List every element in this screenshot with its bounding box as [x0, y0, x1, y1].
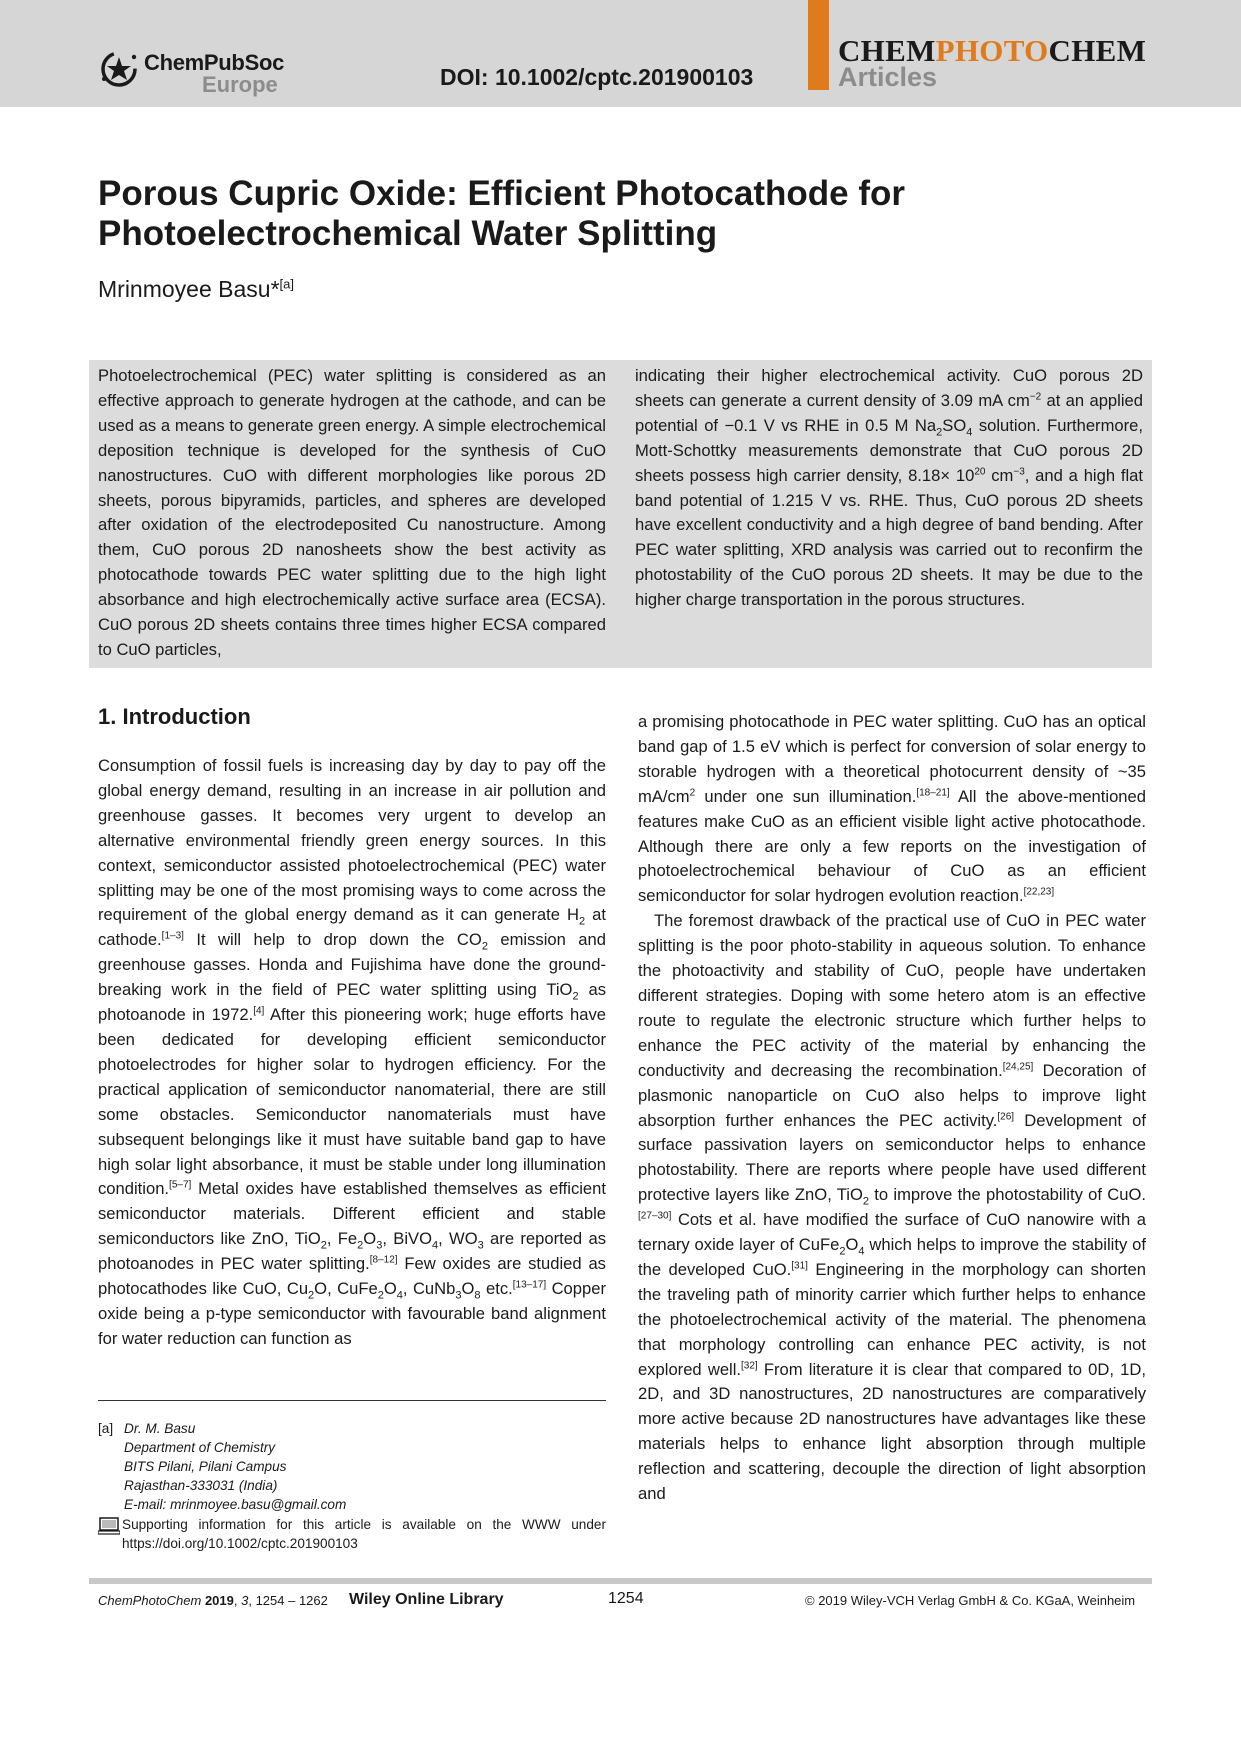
citation-link[interactable]: [5–7]	[169, 1179, 192, 1191]
section-heading-introduction: 1. Introduction	[98, 704, 251, 729]
author-line	[98, 276, 294, 303]
body-text: All the above-mentioned features make CuO as an efficient visible light active photocathode. Although there are only a few reports on the investigation of photoelectrochemical behaviour of CuO as an efficient semiconductor for solar hydrogen evolution reaction.	[638, 786, 1146, 906]
computer-icon	[98, 1517, 120, 1535]
copyright-notice: © 2019 Wiley-VCH Verlag GmbH & Co. KGaA, Weinheim	[805, 1593, 1136, 1608]
footer-divider	[89, 1578, 1152, 1584]
body-text: Development of surface passivation layers on semiconductor helps to enhance photostability. There are reports where people have used different protective layers like ZnO, TiO	[638, 1110, 1146, 1205]
body-text: O, CuFe	[314, 1279, 378, 1299]
body-text: From literature it is clear that compared to 0D, 1D, 2D, and 3D nanostructures, 2D nanostructures are comparatively more active because 2D nanostructures have advantages like these materials helps to enhance light absorption through multiple reflection and scattering, decouple the direction of light absorption and	[638, 1359, 1146, 1504]
body-text: O	[383, 1279, 397, 1299]
body-text: etc.	[480, 1279, 513, 1299]
body-text: , BiVO	[382, 1229, 432, 1249]
subscript: 4	[966, 426, 973, 439]
body-text: It will help to drop down the CO	[183, 930, 482, 950]
subscript: 4	[396, 1289, 403, 1302]
subscript: 2	[377, 1289, 384, 1302]
body-text: Engineering in the morphology can shorten the traveling path of minority carrier which further helps to enhance the photoelectrochemical activity of the material. The phenomena that morphology controlling can enhance PEC activity, is not explored well.	[638, 1259, 1146, 1379]
subscript: 2	[357, 1239, 364, 1252]
citation-link[interactable]: [31]	[791, 1260, 808, 1272]
body-text: O	[845, 1235, 859, 1255]
superscript: 20	[974, 466, 986, 478]
abstract-text: SO	[942, 415, 967, 435]
abstract-left-column: Photoelectrochemical (PEC) water splitting is considered as an effective approach to generate hydrogen at the cathode, and can be used as a means to generate green energy. A simple electrochemical deposition technique is developed for the synthesis of CuO nanostructures. CuO with different morphologies like porous 2D sheets, porous bipyramids, particles, and spheres are developed after oxidation of the electrodeposited Cu nanostructure. Among them, CuO porous 2D nanosheets show the best activity as photocathode towards PEC water splitting due to the high light absorbance and high electrochemically active surface area (ECSA). CuO porous 2D sheets contains three times higher ECSA compared to CuO particles,	[98, 366, 606, 659]
body-text: are reported as photoanodes in PEC water splitting.	[98, 1229, 606, 1274]
citation-link[interactable]: [26]	[997, 1110, 1015, 1122]
body-text: Cots et al. have modified the surface of CuO nanowire with a ternary oxide layer of CuFe	[638, 1210, 1146, 1255]
article-title-line-1: Porous Cupric Oxide: Efficient Photocathode for	[98, 174, 905, 213]
subscript: 2	[572, 990, 579, 1003]
citation-link[interactable]: [13–17]	[512, 1279, 547, 1291]
journal-title-part-2: PHOTO	[935, 33, 1049, 68]
journal-title-part-1: CHEM	[838, 33, 936, 68]
body-right-column	[638, 710, 1146, 1507]
affiliation-address: Rajasthan-333031 (India)	[124, 1478, 278, 1493]
body-text: under one sun illumination.	[695, 786, 917, 806]
body-text: as photoanode in 1972.	[98, 980, 606, 1025]
footer-citation: ChemPhotoChem 2019, 3, 1254 – 1262	[98, 1593, 328, 1608]
citation-link[interactable]: [32]	[741, 1360, 758, 1372]
subscript: 2	[308, 1289, 315, 1302]
subscript: 3	[455, 1289, 462, 1302]
affiliation-name: Dr. M. Basu	[124, 1421, 196, 1436]
body-text: at cathode.	[98, 905, 606, 950]
superscript: 2	[689, 787, 696, 799]
intro-paragraph	[638, 909, 1146, 1507]
body-text: Few oxides are studied as photocathodes like CuO, Cu	[98, 1254, 606, 1299]
doi-link[interactable]: DOI: 10.1002/cptc.201900103	[440, 64, 754, 90]
abstract-text: indicating their higher electrochemical activity. CuO porous 2D sheets can generate a current density of 3.09 mA cm	[635, 366, 1143, 410]
abstract-text: at an applied potential of −0.1 V vs RHE in 0.5 M Na	[635, 390, 1143, 435]
subscript: 2	[862, 1195, 870, 1208]
abstract-text: solution. Furthermore, Mott-Schottky measurements demonstrate that CuO porous 2D sheets possess high carrier density, 8.18× 10	[635, 415, 1143, 485]
article-title	[98, 174, 1058, 254]
body-text: Consumption of fossil fuels is increasing day by day to pay off the global energy demand, resulting in an increase in air pollution and greenhouse gasses. It becomes very urgent to develop an alternative environmental friendly green energy sources. In this context, semiconductor assisted photoelectrochemical (PEC) water splitting may be one of the most promising ways to come across the requirement of the global energy demand as it can generate H	[98, 756, 606, 925]
body-text: O	[363, 1229, 377, 1249]
citation-link[interactable]: [22,23]	[1023, 886, 1055, 898]
citation-link[interactable]: [8–12]	[369, 1254, 398, 1266]
intro-paragraph	[98, 754, 606, 1352]
affiliation-department: Department of Chemistry	[124, 1440, 276, 1455]
subscript: 4	[432, 1239, 439, 1252]
body-text: which helps to improve the stability of the developed CuO.	[638, 1235, 1146, 1279]
body-text: , WO	[438, 1229, 478, 1249]
body-text: a promising photocathode in PEC water splitting. CuO has an optical band gap of 1.5 eV which is perfect for conversion of solar energy to storable hydrogen with a theoretical photocurrent density of ~35 mA/cm	[638, 712, 1146, 806]
logo-subtitle: Europe	[202, 72, 278, 97]
body-text: , Fe	[326, 1229, 358, 1249]
footnote-tag: [a]	[98, 1421, 114, 1436]
body-text: , CuNb	[402, 1279, 456, 1299]
body-text: emission and greenhouse gasses. Honda and Fujishima have done the ground-breaking work in the field of PEC water splitting using TiO	[98, 930, 606, 1000]
body-text: to improve the photostability of CuO.	[869, 1185, 1146, 1205]
affiliation-institution: BITS Pilani, Pilani Campus	[124, 1459, 287, 1474]
superscript: −3	[1013, 466, 1025, 478]
superscript: −2	[1029, 391, 1042, 403]
page-number: 1254	[608, 1590, 644, 1607]
abstract-box	[89, 360, 1152, 668]
article-type-label: Articles	[838, 62, 938, 92]
subscript: 2	[481, 940, 488, 953]
body-text: O	[461, 1279, 475, 1299]
body-text: Decoration of plasmonic nanoparticle on CuO also helps to improve light absorption further enhances the PEC activity.	[638, 1060, 1146, 1130]
abstract-text: , and a high flat band potential of 1.215 V vs. RHE. Thus, CuO porous 2D sheets have excellent conductivity and a high degree of band bending. After PEC water splitting, XRD analysis was carried out to reconfirm the photostability of the CuO porous 2D sheets. It may be due to the higher charge transportation in the porous structures.	[635, 465, 1143, 610]
article-title-line-2: Photoelectrochemical Water Splitting	[98, 214, 718, 253]
citation-link[interactable]: [1–3]	[161, 930, 184, 942]
body-left-column	[98, 754, 606, 1352]
footnote-divider	[98, 1400, 606, 1401]
footer-year: 2019	[204, 1593, 234, 1608]
affiliation-lines	[124, 1419, 604, 1514]
abstract-text: cm	[985, 465, 1014, 485]
author-name: Mrinmoyee Basu*	[98, 276, 280, 302]
subscript: 2	[936, 426, 943, 439]
subscript: 2	[578, 915, 586, 928]
footer-volume: 3	[241, 1593, 249, 1608]
citation-link[interactable]: [27–30]	[638, 1210, 672, 1222]
citation-link[interactable]: [18–21]	[916, 787, 950, 799]
affiliation-email[interactable]: E-mail: mrinmoyee.basu@gmail.com	[124, 1497, 347, 1512]
subscript: 2	[320, 1239, 327, 1252]
wiley-online-library-link[interactable]: Wiley Online Library	[349, 1591, 504, 1608]
intro-paragraph	[638, 710, 1146, 909]
body-text: After this pioneering work; huge efforts have been dedicated for developing efficient semiconductor photoelectrodes for higher solar to hydrogen efficiency. For the practical application of semiconductor nanomaterial, there are still some obstacles. Semiconductor nanomaterials must have subsequent belongings like it must have suitable band gap to have high solar light absorbance, it must be stable under long illumination condition.	[98, 1005, 606, 1199]
footer-journal-name: ChemPhotoChem	[98, 1593, 202, 1608]
journal-title-part-3: CHEM	[1048, 33, 1147, 68]
chempubsoc-logo[interactable]	[98, 46, 298, 96]
body-text: Copper oxide being a p-type semiconductor with favourable band alignment for water reduction can function as	[98, 1279, 606, 1348]
subscript: 8	[474, 1289, 481, 1302]
body-text: Metal oxides have established themselves as efficient semiconductor materials. Different efficient and stable semiconductors like ZnO, TiO	[98, 1179, 606, 1249]
supporting-information-note[interactable]: Supporting information for this article is available on the WWW under https://doi.org/10.1002/cptc.201900103	[122, 1517, 606, 1551]
footer-pages: 1254 – 1262	[255, 1593, 328, 1608]
citation-link[interactable]: [24,25]	[1002, 1061, 1034, 1073]
citation-link[interactable]: [4]	[253, 1005, 265, 1017]
body-text: The foremost drawback of the practical use of CuO in PEC water splitting is the poor photo-stability in aqueous solution. To enhance the photoactivity and stability of CuO, people have undertaken different strategies. Doping with some hetero atom is an effective route to regulate the electronic structure which further helps to enhance the PEC activity of the material by enhancing the conductivity and decreasing the recombination.	[638, 911, 1146, 1080]
chempubsoc-star-icon	[98, 48, 140, 90]
logo-name: ChemPubSoc	[144, 50, 285, 75]
accent-bar	[808, 0, 829, 90]
subscript: 3	[477, 1239, 484, 1252]
journal-header	[0, 0, 1241, 107]
author-affiliation-mark[interactable]: [a]	[279, 276, 294, 292]
subscript: 3	[376, 1239, 383, 1252]
abstract-right-column	[635, 364, 1143, 613]
subscript: 2	[839, 1245, 846, 1258]
subscript: 4	[858, 1245, 865, 1258]
